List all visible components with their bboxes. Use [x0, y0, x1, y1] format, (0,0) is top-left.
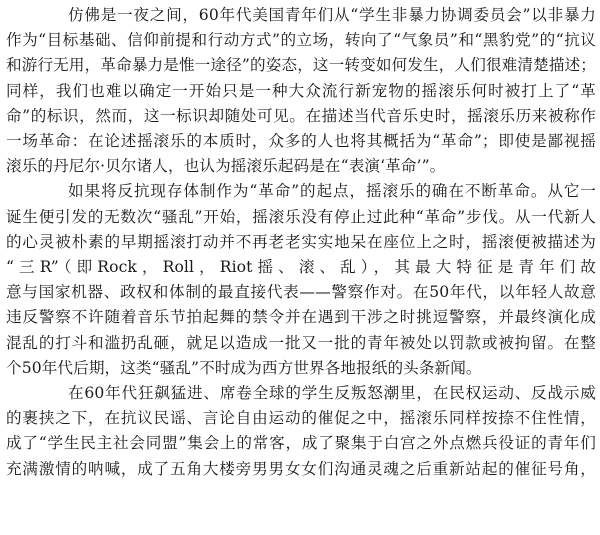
text-line: 的心灵被朴素的早期摇滚打动并不再老老实实地呆在座位上之时，摇滚便被描述为 — [6, 232, 596, 251]
text-line: 违反警察不许随着音乐节拍起舞的禁令并在遇到干涉之时挑逗警察，并最终演化成 — [6, 308, 596, 327]
text-line: 充满激情的呐喊，成了五角大楼旁男男女女们沟通灵魂之后重新站起的催征号角， — [6, 459, 596, 478]
text-line: 个50年代后期，这类“骚乱”不时成为西方世界各地报纸的头条新闻。 — [6, 358, 482, 377]
paragraph-1 — [6, 3, 596, 179]
text-line: 的裹挟之下，在抗议民谣、言论自由运动的催促之中，摇滚乐同样按捺不住性情， — [6, 409, 596, 428]
text-line: 仿佛是一夜之间，60年代美国青年们从“学生非暴力协调委员会”以非暴力 — [68, 6, 596, 24]
text-line: 一场革命：在论述摇滚乐的本质时，众多的人也将其概括为“革命”；即使是鄙视摇 — [6, 132, 596, 151]
text-line: 在60年代狂飙猛进、席卷全球的学生反叛怒潮里，在民权运动、反战示威 — [68, 384, 596, 403]
paragraph-3 — [6, 381, 596, 482]
paragraph-2 — [6, 179, 596, 381]
text-line: 滚乐的丹尼尔·贝尔诸人，也认为摇滚乐起码是在“表演‘革命’”。 — [6, 157, 446, 176]
text-line: 同样，我们也难以确定一开始只是一种大众流行新宠物的摇滚乐何时被打上了“革 — [6, 81, 596, 100]
text-line: 诞生便引发的无数次“骚乱”开始，摇滚乐没有停止过此种“革命”步伐。从一代新人 — [6, 207, 596, 226]
text-line: 成了“学生民主社会同盟”集会上的常客，成了聚集于白宫之外点燃兵役证的青年们 — [6, 434, 596, 453]
text-line: 作为“目标基础、信仰前提和行动方式”的立场，转向了“气象员”和“黑豹党”的“抗议 — [6, 31, 596, 50]
text-line: “三R”（即Rock，Roll，Riot摇、滚、乱），其最大特征是青年们故 — [6, 258, 596, 277]
document-page — [6, 3, 596, 482]
text-line: 命”的标识，然而，这一标识却随处可见。在描述当代音乐史时，摇滚乐历来被称作 — [6, 106, 596, 125]
text-line: 混乱的打斗和滥扔乱砸，就足以造成一批又一批的青年被处以罚款或被拘留。在整 — [6, 333, 596, 352]
text-line: 如果将反抗现存体制作为“革命”的起点，摇滚乐的确在不断革命。从它一 — [68, 182, 596, 201]
text-line: 意与国家机器、政权和体制的最直接代表——警察作对。在50年代，以年轻人故意 — [6, 283, 596, 302]
text-line: 和游行无用，革命暴力是惟一途径”的姿态，这一转变如何发生，人们很难清楚描述； — [6, 56, 596, 75]
